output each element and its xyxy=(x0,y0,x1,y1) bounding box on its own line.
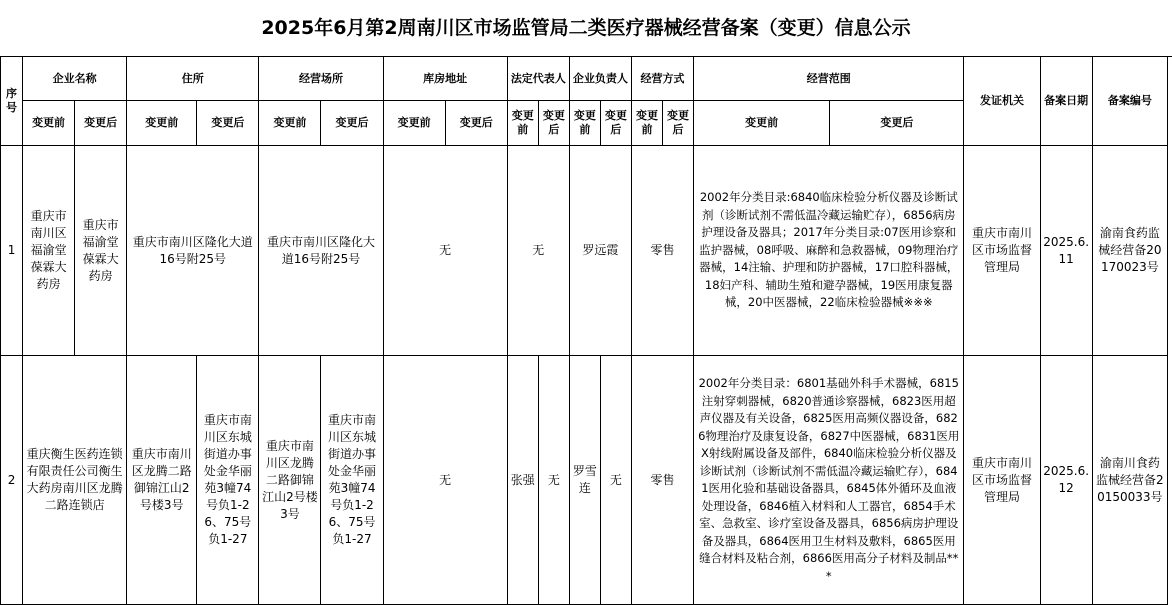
cell-record-no: 渝南川食药监械经营备20150033号 xyxy=(1092,356,1167,605)
cell-scope: 2002年分类目录：6801基础外科手术器械，6815注射穿刺器械，6820普通诊察器械，6823医用超声仪器及有关设备，6825医用高频仪器设备，6826物理治疗及康复设备，6827中医器械，6831医用X射线附属设备及部件，6840临床检验分析仪器及诊断试剂（诊断试剂不需低温冷藏运输贮存），6841医用化验和基础设备器具，6845体外循环及血液处理设备，6846植入材料和人工器官，6854手术室、急救室、诊疗室设备及器具，6856病房护理设备及器具，6864医用卫生材料及敷料，6865医用缝合材料及粘合剂，6866医用高分子材料及制品*** xyxy=(694,356,964,605)
cell-mode: 零售 xyxy=(631,356,693,605)
cell-address-before: 重庆市南川区龙腾二路御锦江山2号楼3号 xyxy=(127,356,197,605)
header-record-no: 备案编号 xyxy=(1092,57,1167,146)
cell-company: 重庆衡生医药连锁有限责任公司衡生大药房南川区龙腾二路连锁店 xyxy=(23,356,127,605)
subheader-before: 变更前 xyxy=(259,101,321,146)
header-legal-rep: 法定代表人 xyxy=(507,57,569,101)
header-address: 住所 xyxy=(127,57,259,101)
cell-premises-after: 重庆市南川区东城街道办事处金华丽苑3幢74号负1-26、75号负1-27 xyxy=(321,356,383,605)
cell-pic-after: 无 xyxy=(600,356,631,605)
cell-date: 2025.6.12 xyxy=(1040,356,1092,605)
header-mode: 经营方式 xyxy=(631,57,693,101)
cell-company-before: 重庆市南川区福渝堂葆霖大药房 xyxy=(23,146,75,356)
cell-address: 重庆市南川区隆化大道16号附25号 xyxy=(127,146,259,356)
subheader-before: 变更前 xyxy=(383,101,445,146)
cell-scope: 2002年分类目录:6840临床检验分析仪器及诊断试剂（诊断试剂不需低温冷藏运输贮存），6856病房护理设备及器具；2017年分类目录:07医用诊察和监护器械，08呼吸、麻醉和急救器械，09物理治疗器械，14注输、护理和防护器械，17口腔科器械，18妇产科、辅助生殖和避孕器械，19医用康复器械，20中医器械，22临床检验器械※※※ xyxy=(694,146,964,356)
subheader-after: 变更后 xyxy=(538,101,569,146)
subheader-after: 变更后 xyxy=(197,101,259,146)
cell-warehouse: 无 xyxy=(383,146,507,356)
cell-warehouse: 无 xyxy=(383,356,507,605)
header-scope: 经营范围 xyxy=(694,57,964,101)
subheader-before: 变更前 xyxy=(694,101,830,146)
cell-seq: 2 xyxy=(1,356,23,605)
cell-premises: 重庆市南川区隆化大道16号附25号 xyxy=(259,146,383,356)
cell-pic-before: 罗雪连 xyxy=(569,356,600,605)
cell-issuer: 重庆市南川区市场监督管理局 xyxy=(964,356,1040,605)
cell-legal-rep-before: 张强 xyxy=(507,356,538,605)
subheader-before: 变更前 xyxy=(507,101,538,146)
table-row xyxy=(1,356,1168,605)
subheader-after: 变更后 xyxy=(75,101,127,146)
header-date: 备案日期 xyxy=(1040,57,1092,146)
cell-legal-rep-after: 无 xyxy=(538,356,569,605)
cell-issuer: 重庆市南川区市场监督管理局 xyxy=(964,146,1040,356)
cell-person-in-charge: 罗远霞 xyxy=(569,146,631,356)
header-seq: 序号 xyxy=(1,57,23,146)
subheader-before: 变更前 xyxy=(569,101,600,146)
cell-mode: 零售 xyxy=(631,146,693,356)
cell-record-no: 渝南食药监械经营备20170023号 xyxy=(1092,146,1167,356)
header-person-in-charge: 企业负责人 xyxy=(569,57,631,101)
cell-address-after: 重庆市南川区东城街道办事处金华丽苑3幢74号负1-26、75号负1-27 xyxy=(197,356,259,605)
page-title: 2025年6月第2周南川区市场监管局二类医疗器械经营备案（变更）信息公示 xyxy=(0,0,1172,57)
subheader-after: 变更后 xyxy=(445,101,507,146)
subheader-after: 变更后 xyxy=(321,101,383,146)
cell-premises-before: 重庆市南川区龙腾二路御锦江山2号楼3号 xyxy=(259,356,321,605)
subheader-before: 变更前 xyxy=(23,101,75,146)
table-row xyxy=(1,146,1168,356)
subheader-after: 变更后 xyxy=(830,101,964,146)
subheader-after: 变更后 xyxy=(600,101,631,146)
subheader-after: 变更后 xyxy=(663,101,694,146)
header-company: 企业名称 xyxy=(23,57,127,101)
header-warehouse: 库房地址 xyxy=(383,57,507,101)
cell-date: 2025.6.11 xyxy=(1040,146,1092,356)
cell-seq: 1 xyxy=(1,146,23,356)
subheader-before: 变更前 xyxy=(127,101,197,146)
record-table xyxy=(0,56,1168,605)
header-issuer: 发证机关 xyxy=(964,57,1040,146)
subheader-before: 变更前 xyxy=(631,101,662,146)
header-premises: 经营场所 xyxy=(259,57,383,101)
cell-company-after: 重庆市福渝堂葆霖大药房 xyxy=(75,146,127,356)
header-row xyxy=(1,57,1168,101)
cell-legal-rep: 无 xyxy=(507,146,569,356)
